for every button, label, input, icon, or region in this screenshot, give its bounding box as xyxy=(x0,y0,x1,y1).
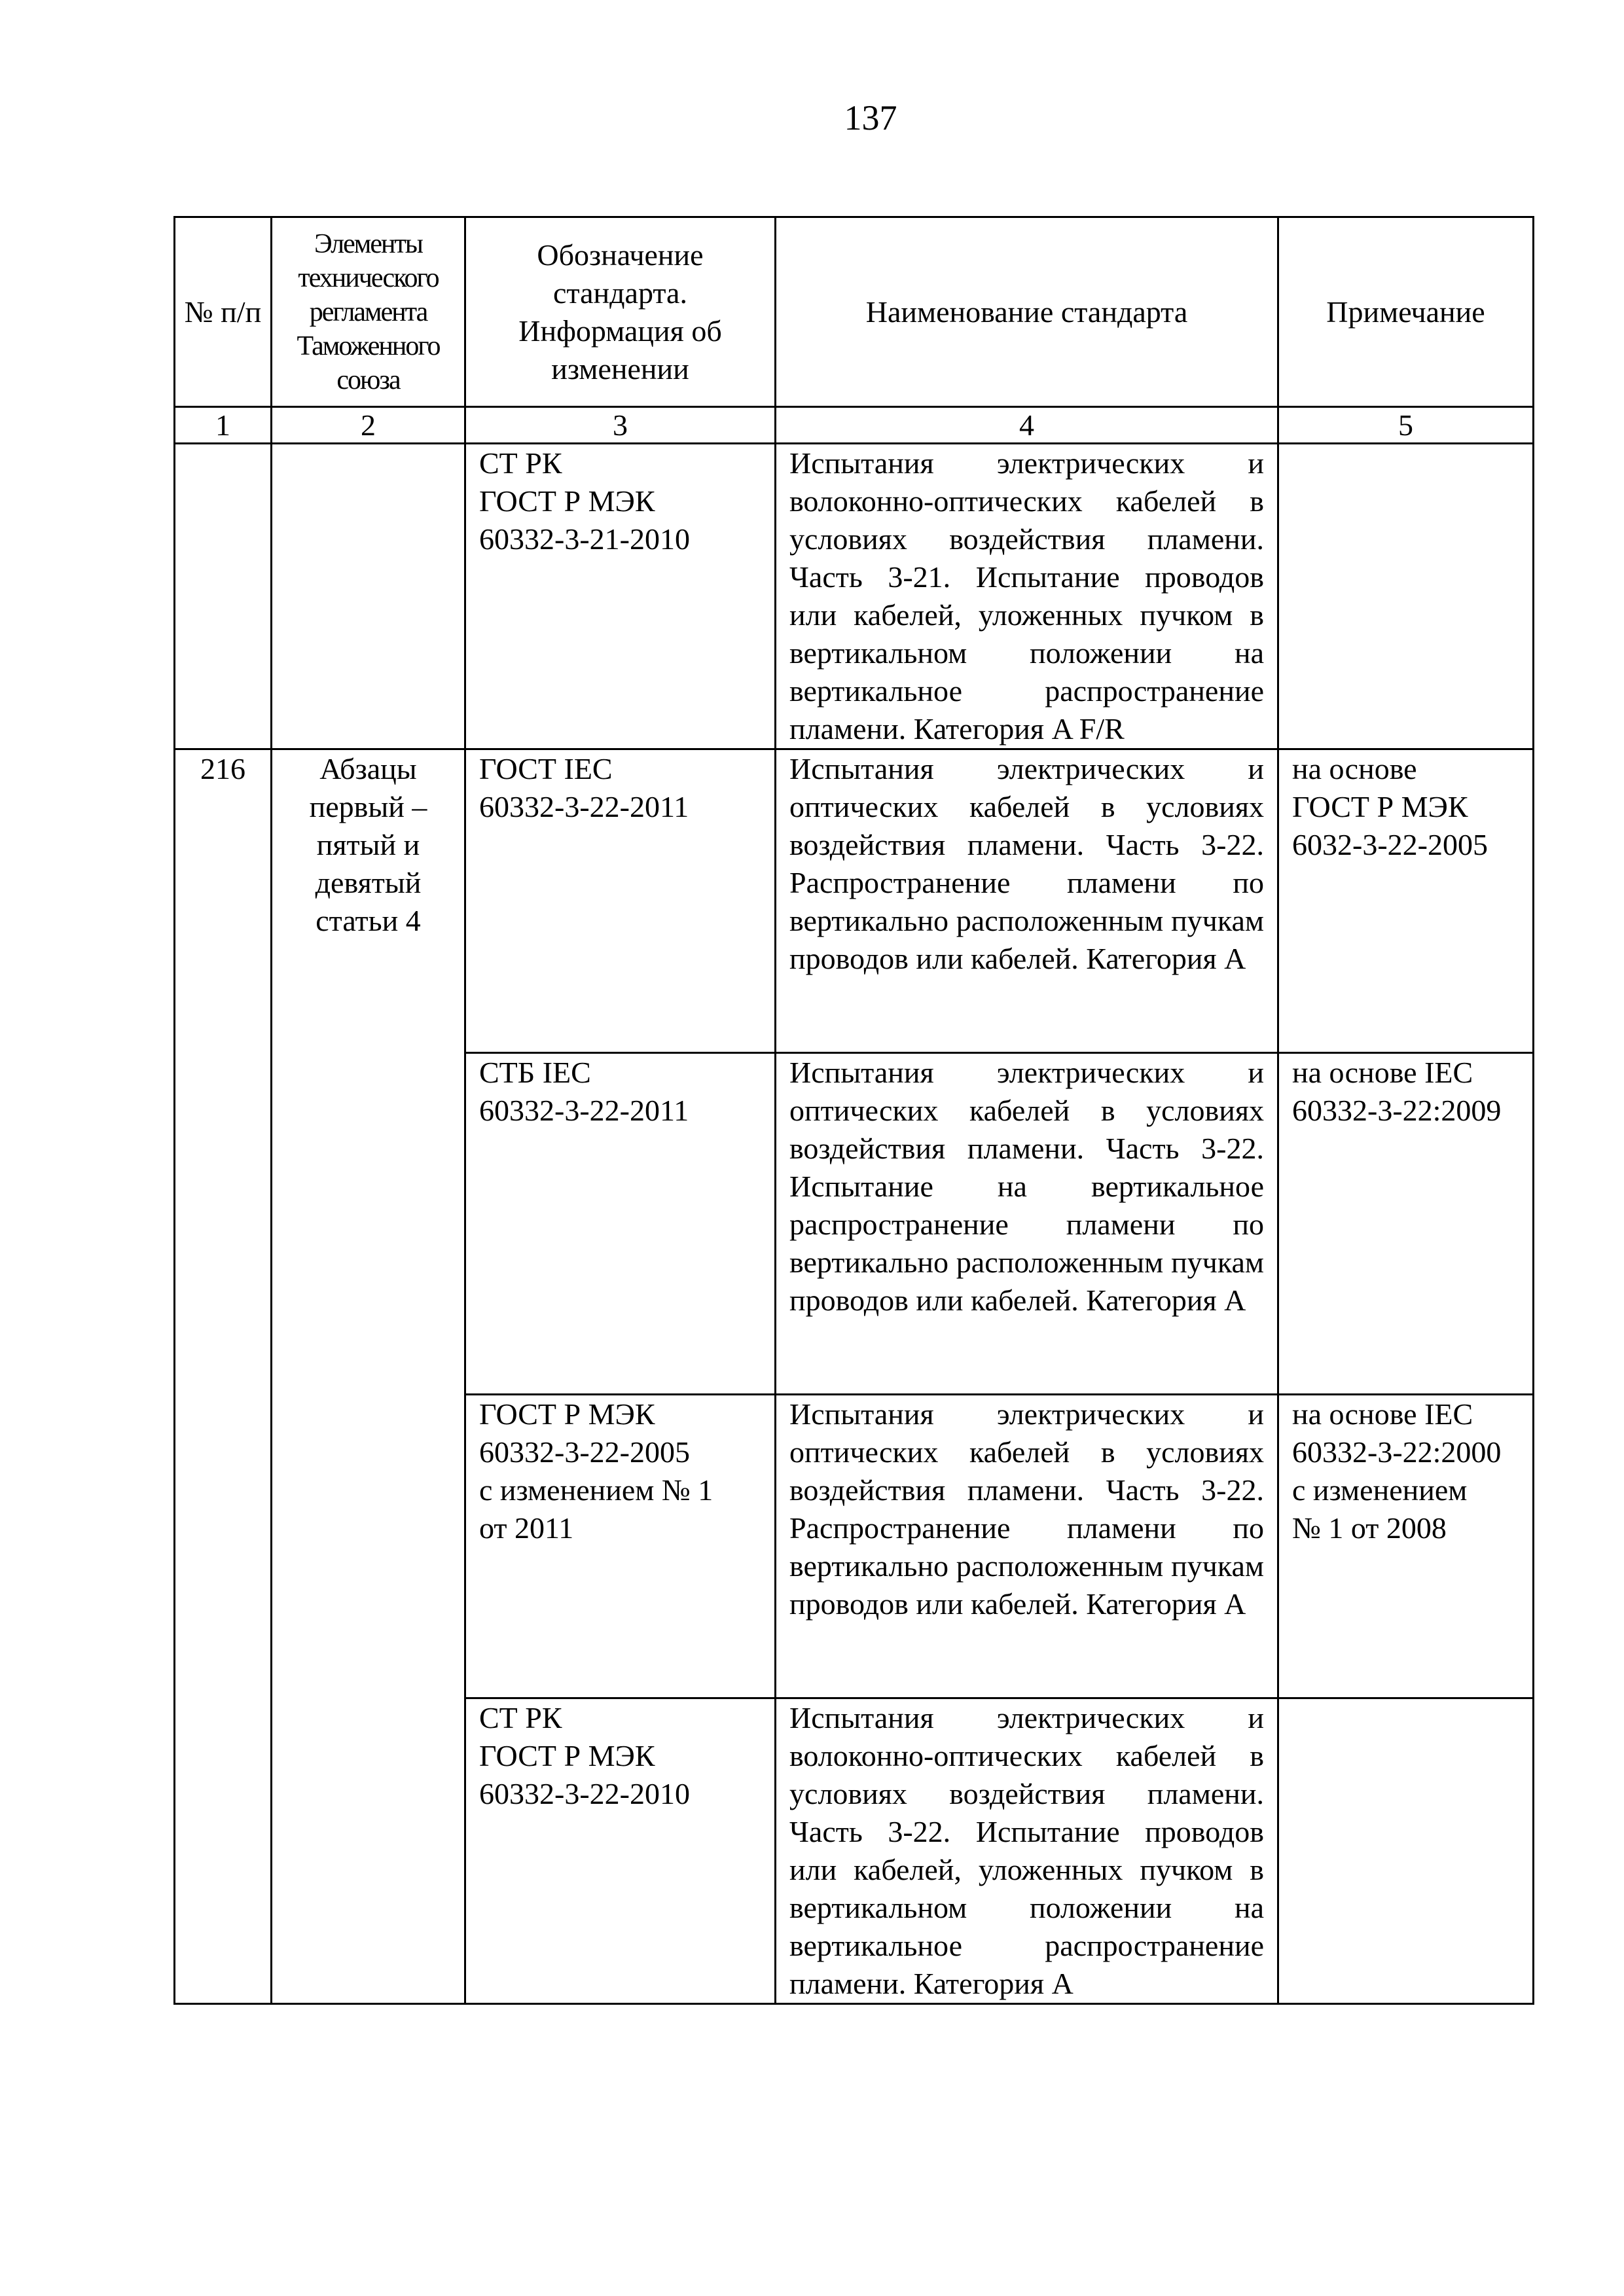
note-line: с изменением xyxy=(1292,1473,1468,1507)
standards-table xyxy=(173,216,1534,2005)
code-line: ГОСТ IEC xyxy=(479,752,613,785)
code-cell xyxy=(465,1698,776,2004)
code-cell xyxy=(465,749,776,1053)
note-cell xyxy=(1278,1698,1534,2004)
column-number: 4 xyxy=(776,407,1278,444)
elements-cell xyxy=(272,749,465,2004)
note-cell xyxy=(1278,444,1534,749)
code-line: 60332-3-22-2005 xyxy=(479,1435,690,1469)
note-line: ГОСТ Р МЭК xyxy=(1292,790,1468,823)
elements-line: девятый xyxy=(315,866,422,899)
note-line: на основе xyxy=(1292,752,1417,785)
code-line: 60332-3-22-2011 xyxy=(479,790,689,823)
code-line: ГОСТ Р МЭК xyxy=(479,1397,655,1431)
code-line: 60332-3-22-2010 xyxy=(479,1777,690,1810)
code-line: ГОСТ Р МЭК xyxy=(479,484,655,518)
elements-line: Абзацы xyxy=(319,752,417,785)
num-cell xyxy=(175,444,272,749)
header-note: Примечание xyxy=(1278,217,1534,407)
code-cell xyxy=(465,1053,776,1395)
code-line: от 2011 xyxy=(479,1511,574,1545)
name-cell: Испытания электрических и оптических кабелей в условиях воздействия пламени. Часть 3-22. Испытание на вертикальное распространение пламени по вертикально расположенным пучкам проводов или кабелей. Категория А xyxy=(776,1053,1278,1395)
name-cell: Испытания электрических и оптических кабелей в условиях воздействия пламени. Часть 3-22. Распространение пламени по вертикально расположенным пучкам проводов или кабелей. Категория А xyxy=(776,749,1278,1053)
column-number: 5 xyxy=(1278,407,1534,444)
elements-line: первый – xyxy=(309,790,427,823)
name-cell: Испытания электрических и волоконно-оптических кабелей в условиях воздействия пламени. Часть 3-21. Испытание проводов или кабелей, уложенных пучком в вертикальном положении на вертикальное распространение пламени. Категория A F/R xyxy=(776,444,1278,749)
code-line: с изменением № 1 xyxy=(479,1473,713,1507)
name-cell: Испытания электрических и оптических кабелей в условиях воздействия пламени. Часть 3-22. Распространение пламени по вертикально расположенным пучкам проводов или кабелей. Категория А xyxy=(776,1395,1278,1698)
note-line: на основе IEC xyxy=(1292,1056,1473,1089)
num-cell: 216 xyxy=(175,749,272,2004)
note-cell xyxy=(1278,749,1534,1053)
column-number: 2 xyxy=(272,407,465,444)
header-row xyxy=(175,217,1534,407)
note-line: 60332-3-22:2000 xyxy=(1292,1435,1502,1469)
elements-cell xyxy=(272,444,465,749)
note-line: 60332-3-22:2009 xyxy=(1292,1094,1502,1127)
code-cell xyxy=(465,444,776,749)
header-elements: Элементы технического регламента Таможенного союза xyxy=(272,217,465,407)
elements-line: пятый и xyxy=(316,828,420,861)
note-cell xyxy=(1278,1053,1534,1395)
note-cell xyxy=(1278,1395,1534,1698)
header-num xyxy=(175,217,272,407)
page-number: 137 xyxy=(844,98,897,137)
header-num-line: № п/п xyxy=(184,295,262,329)
code-cell xyxy=(465,1395,776,1698)
code-line: ГОСТ Р МЭК xyxy=(479,1739,655,1772)
column-number: 3 xyxy=(465,407,776,444)
code-line: 60332-3-21-2010 xyxy=(479,522,690,556)
note-line: № 1 от 2008 xyxy=(1292,1511,1447,1545)
elements-line: статьи 4 xyxy=(316,904,421,937)
code-line: СТ РК xyxy=(479,446,562,480)
column-number-row xyxy=(175,407,1534,444)
table-row xyxy=(175,749,1534,1053)
header-name: Наименование стандарта xyxy=(776,217,1278,407)
code-line: СТБ IEC xyxy=(479,1056,591,1089)
table-row xyxy=(175,444,1534,749)
name-cell: Испытания электрических и волоконно-оптических кабелей в условиях воздействия пламени. Часть 3-22. Испытание проводов или кабелей, уложенных пучком в вертикальном положении на вертикальное распространение пламени. Категория А xyxy=(776,1698,1278,2004)
note-line: на основе IEC xyxy=(1292,1397,1473,1431)
note-line: 6032-3-22-2005 xyxy=(1292,828,1488,861)
code-line: СТ РК xyxy=(479,1701,562,1734)
column-number: 1 xyxy=(175,407,272,444)
code-line: 60332-3-22-2011 xyxy=(479,1094,689,1127)
header-code: Обозначение стандарта. Информация об изменении xyxy=(465,217,776,407)
